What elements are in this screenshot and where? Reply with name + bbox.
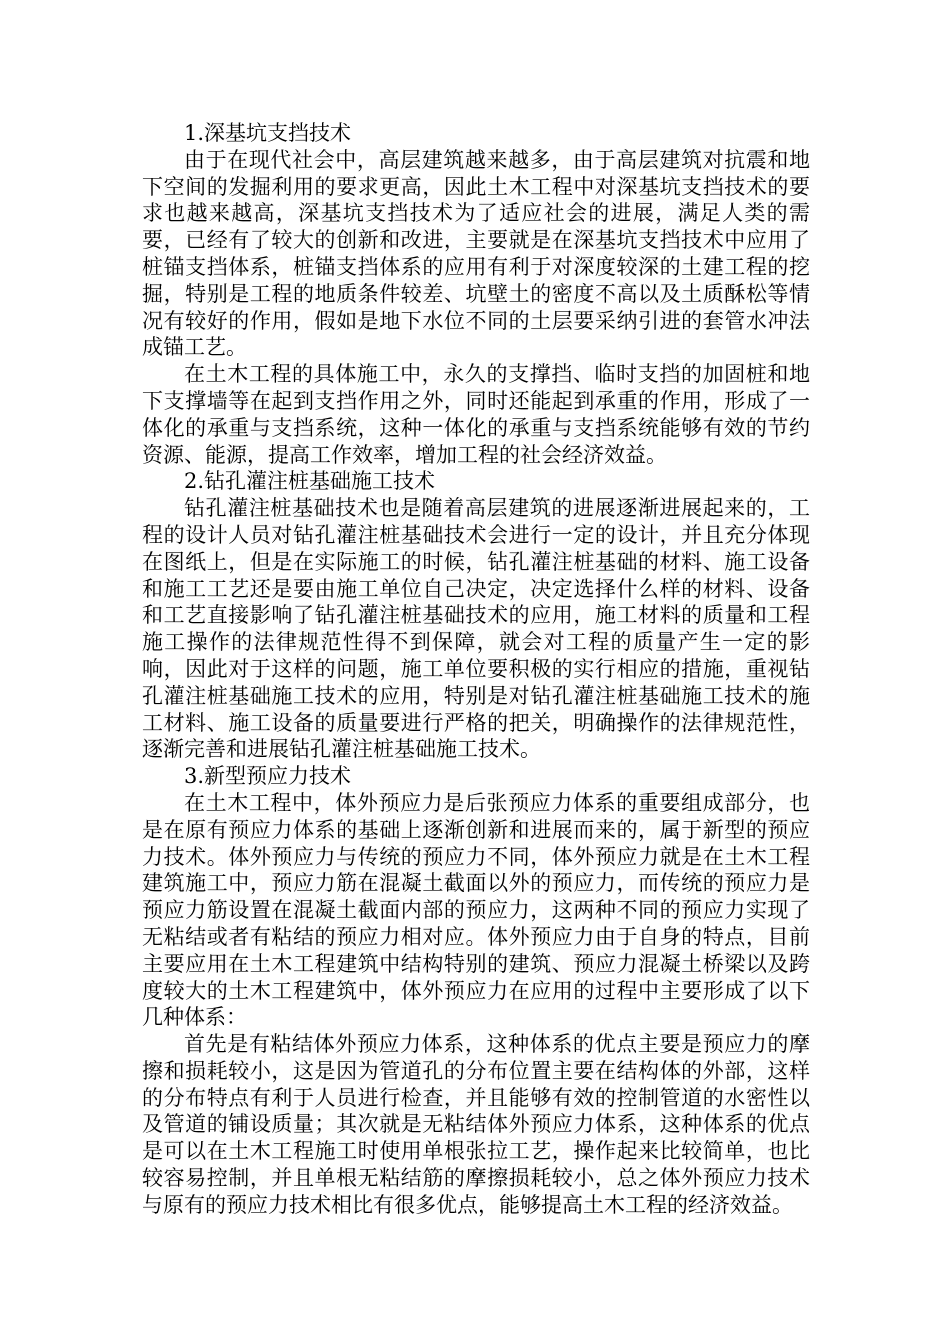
document-body bbox=[142, 120, 810, 1219]
section-3-paragraph-2: 首先是有粘结体外预应力体系，这种体系的优点主要是预应力的摩擦和损耗较小，这是因为管道孔的分布位置主要在结构体的外部，这样的分布特点有利于人员进行检查，并且能够有效的控制管道的水密性以及管道的铺设质量；其次就是无粘结体外预应力体系，这种体系的优点是可以在土木工程施工时使用单根张拉工艺，操作起来比较简单，也比较容易控制，并且单根无粘结筋的摩擦损耗较小，总之体外预应力技术与原有的预应力技术相比有很多优点，能够提高土木工程的经济效益。 bbox=[142, 1032, 810, 1217]
section-1-paragraph-2: 在土木工程的具体施工中，永久的支撑挡、临时支挡的加固桩和地下支撑墙等在起到支挡作用之外，同时还能起到承重的作用，形成了一体化的承重与支挡系统，这种一体化的承重与支挡系统能够有效的节约资源、能源，提高工作效率，增加工程的社会经济效益。 bbox=[142, 362, 810, 467]
section-3-paragraph-1: 在土木工程中，体外预应力是后张预应力体系的重要组成部分，也是在原有预应力体系的基础上逐渐创新和进展而来的，属于新型的预应力技术。体外预应力与传统的预应力不同，体外预应力就是在土木工程建筑施工中，预应力筋在混凝土截面以外的预应力，而传统的预应力是预应力筋设置在混凝土截面内部的预应力，这两种不同的预应力实现了无粘结或者有粘结的预应力相对应。体外预应力由于自身的特点，目前主要应用在土木工程建筑中结构特别的建筑、预应力混凝土桥梁以及跨度较大的土木工程建筑中，体外预应力在应用的过程中主要形成了以下几种体系： bbox=[142, 790, 810, 1030]
section-heading-2: 2.钻孔灌注桩基础施工技术 bbox=[184, 469, 436, 494]
section-heading-3: 3.新型预应力技术 bbox=[184, 764, 352, 789]
section-1-paragraph-1: 由于在现代社会中，高层建筑越来越多，由于高层建筑对抗震和地下空间的发掘利用的要求更高，因此土木工程中对深基坑支挡技术的要求也越来越高，深基坑支挡技术为了适应社会的进展，满足人类的需要，已经有了较大的创新和改进，主要就是在深基坑支挡技术中应用了桩锚支挡体系，桩锚支挡体系的应用有利于对深度较深的土建工程的挖掘，特别是工程的地质条件较差、坑壁土的密度不高以及土质酥松等情况有较好的作用，假如是地下水位不同的土层要采纳引进的套管水冲法成锚工艺。 bbox=[142, 147, 810, 360]
section-heading-1: 1.深基坑支挡技术 bbox=[184, 121, 352, 145]
section-2-paragraph-1: 钻孔灌注桩基础技术也是随着高层建筑的进展逐渐进展起来的，工程的设计人员对钻孔灌注桩基础技术会进行一定的设计，并且充分体现在图纸上，但是在实际施工的时候，钻孔灌注桩基础的材料、施工设备和施工工艺还是要由施工单位自己决定，决定选择什么样的材料、设备和工艺直接影响了钻孔灌注桩基础技术的应用，施工材料的质量和工程施工操作的法律规范性得不到保障，就会对工程的质量产生一定的影响，因此对于这样的问题，施工单位要积极的实行相应的措施，重视钻孔灌注桩基础施工技术的应用，特别是对钻孔灌注桩基础施工技术的施工材料、施工设备的质量要进行严格的把关，明确操作的法律规范性，逐渐完善和进展钻孔灌注桩基础施工技术。 bbox=[142, 496, 810, 762]
